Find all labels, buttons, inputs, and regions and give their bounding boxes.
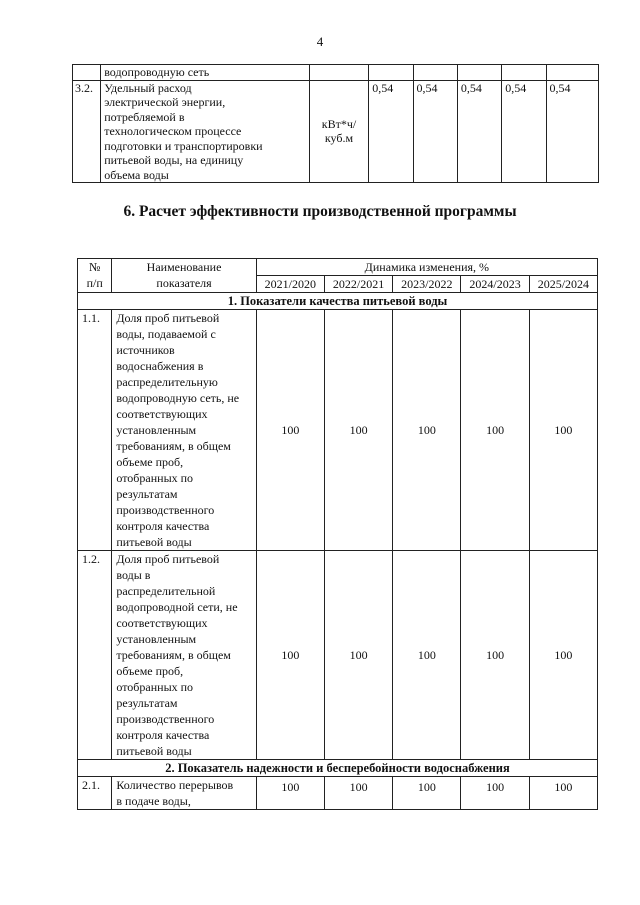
header-line: № xyxy=(88,260,101,274)
table-cell xyxy=(502,65,546,81)
header-line: показателя xyxy=(156,276,212,290)
efficiency-table xyxy=(77,258,598,810)
top-table xyxy=(72,64,599,183)
text-line: соответствующих xyxy=(116,616,208,630)
text-line: источников xyxy=(116,343,175,357)
text-line: водопроводной сети, не xyxy=(116,600,238,614)
text-line: потребляемой в xyxy=(104,109,185,124)
unit-line: куб.м xyxy=(324,131,354,146)
table-cell xyxy=(546,65,598,81)
text-line: контроля качества xyxy=(116,519,210,533)
value-cell: 100 xyxy=(461,310,529,551)
table-row xyxy=(78,551,598,760)
text-line: питьевой воды, на единицу xyxy=(104,153,244,167)
group-row xyxy=(78,293,598,310)
text-line: производственного xyxy=(116,503,215,517)
value-cell: 0,54 xyxy=(546,80,598,183)
value-cell: 100 xyxy=(393,551,461,760)
unit-line: кВт*ч/ xyxy=(321,116,357,131)
header-line: Наименование xyxy=(146,260,222,274)
value-cell: 100 xyxy=(256,310,324,551)
table-row xyxy=(78,777,598,810)
text-line: питьевой воды xyxy=(116,744,192,758)
text-line: Доля проб питьевой xyxy=(116,311,220,325)
value-cell: 0,54 xyxy=(502,80,546,183)
value-cell: 0,54 xyxy=(413,80,457,183)
section-heading: 6. Расчет эффективности производственной программы xyxy=(123,203,517,220)
value-cell: 100 xyxy=(529,777,597,810)
table-cell xyxy=(309,65,368,81)
text-line: требованиям, в общем xyxy=(116,648,231,662)
value-cell: 100 xyxy=(393,777,461,810)
text-line: производственного xyxy=(116,712,215,726)
value-cell: 0,54 xyxy=(457,80,501,183)
group-row xyxy=(78,760,598,777)
header-dynamics: Динамика изменения, % xyxy=(256,259,597,276)
table-cell xyxy=(413,65,457,81)
continuation-text: водопроводную сеть xyxy=(101,65,310,81)
row-number: 2.1. xyxy=(78,777,112,810)
value-cell: 100 xyxy=(256,777,324,810)
text-line: результатам xyxy=(116,696,178,710)
value-cell: 100 xyxy=(324,777,392,810)
value-cell: 100 xyxy=(324,310,392,551)
text-line: требованиям, в общем xyxy=(116,439,231,453)
text-line: отобранных по xyxy=(116,680,194,694)
year-header: 2023/2022 xyxy=(393,276,461,293)
row-number: 1.2. xyxy=(78,551,112,760)
text-line: распределительной xyxy=(116,584,216,598)
text-line: технологическом процессе xyxy=(104,124,242,138)
page-number: 4 xyxy=(316,34,324,49)
text-line: в подаче воды, xyxy=(116,794,191,808)
text-line: объеме проб, xyxy=(116,455,184,469)
value-cell: 100 xyxy=(393,310,461,551)
value-cell: 100 xyxy=(256,551,324,760)
text-line: отобранных по xyxy=(116,471,194,485)
value-cell: 100 xyxy=(461,551,529,760)
year-header: 2025/2024 xyxy=(529,276,597,293)
text-line: Доля проб питьевой xyxy=(116,552,220,566)
value-cell: 0,54 xyxy=(369,80,413,183)
table-cell xyxy=(457,65,501,81)
row-number: 1.1. xyxy=(78,310,112,551)
value-cell: 100 xyxy=(529,551,597,760)
text-line: Количество перерывов xyxy=(116,778,234,792)
header-line: п/п xyxy=(86,276,103,290)
text-line: электрической энергии, xyxy=(104,95,226,109)
text-line: воды, подаваемой с xyxy=(116,327,216,341)
table-row xyxy=(73,80,599,183)
text-line: объема воды xyxy=(104,167,169,182)
text-line: воды в xyxy=(116,568,151,582)
group-heading: 1. Показатели качества питьевой воды xyxy=(78,293,598,310)
group-heading: 2. Показатель надежности и бесперебойности водоснабжения xyxy=(78,760,598,777)
year-header: 2022/2021 xyxy=(324,276,392,293)
table-cell xyxy=(369,65,413,81)
text-line: водоснабжения в xyxy=(116,359,204,373)
table-cell xyxy=(73,65,101,81)
text-line: результатам xyxy=(116,487,178,501)
value-cell: 100 xyxy=(324,551,392,760)
table-row xyxy=(73,65,599,81)
indicator-name xyxy=(112,777,256,810)
value-cell: 100 xyxy=(529,310,597,551)
indicator-name xyxy=(101,80,310,183)
indicator-name xyxy=(112,310,256,551)
text-line: Удельный расход xyxy=(104,80,192,95)
header-row xyxy=(78,259,598,276)
header-num xyxy=(78,259,112,293)
text-line: питьевой воды xyxy=(116,535,192,549)
indicator-name xyxy=(112,551,256,760)
table-row xyxy=(78,310,598,551)
text-line: объеме проб, xyxy=(116,664,184,678)
unit-cell xyxy=(309,80,368,183)
text-line: контроля качества xyxy=(116,728,210,742)
text-line: водопроводную сеть, не xyxy=(116,391,240,405)
value-cell: 100 xyxy=(461,777,529,810)
text-line: подготовки и транспортировки xyxy=(104,138,263,153)
row-number: 3.2. xyxy=(73,80,101,183)
text-line: установленным xyxy=(116,632,197,646)
header-name xyxy=(112,259,256,293)
text-line: распределительную xyxy=(116,375,218,389)
year-header: 2024/2023 xyxy=(461,276,529,293)
year-header: 2021/2020 xyxy=(256,276,324,293)
text-line: установленным xyxy=(116,423,197,437)
text-line: соответствующих xyxy=(116,407,208,421)
